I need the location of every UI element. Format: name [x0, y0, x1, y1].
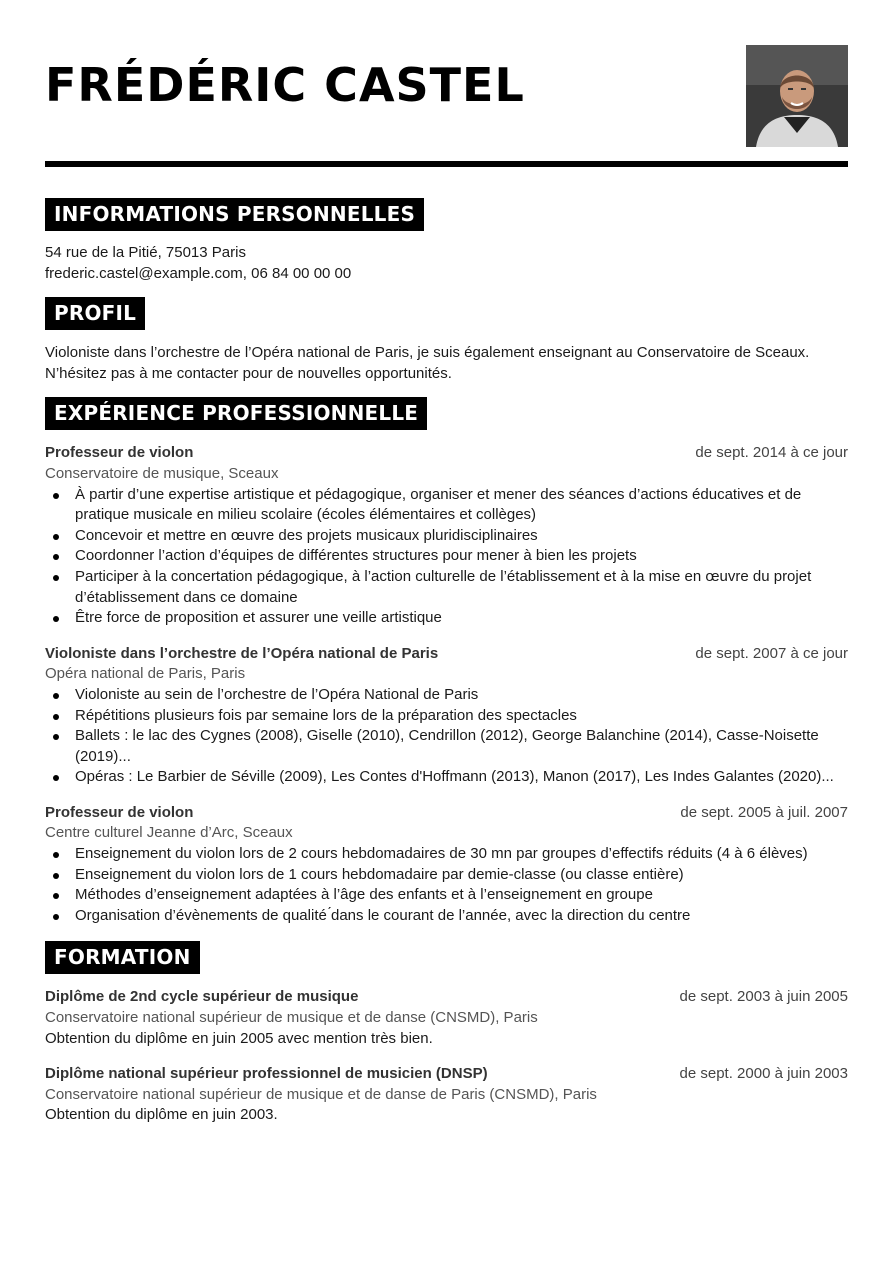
list-item: Enseignement du violon lors de 1 cours hebdomadaire par demie-classe (ou classe entière): [75, 865, 848, 886]
list-item: Enseignement du violon lors de 2 cours hebdomadaires de 30 mn par groupes d’effectifs réduits (4 à 6 élèves): [75, 844, 848, 865]
resume-page: [45, 0, 848, 1126]
profile-photo: [746, 45, 848, 147]
experience-section: [45, 397, 848, 926]
job-organization: Opéra national de Paris, Paris: [45, 665, 246, 683]
education-item: [45, 1064, 848, 1126]
list-item: Répétitions plusieurs fois par semaine lors de la préparation des spectacles: [75, 706, 848, 727]
experience-item: [45, 803, 848, 927]
header-divider: [45, 161, 848, 167]
degree-title: Diplôme de 2nd cycle supérieur de musique: [45, 988, 359, 1006]
degree-institution: Conservatoire national supérieur de musique et de danse de Paris (CNSMD), Paris: [45, 1085, 597, 1103]
section-title-personal: INFORMATIONS PERSONNELLES: [45, 198, 424, 231]
list-item: Être force de proposition et assurer une veille artistique: [75, 608, 848, 629]
job-date: de sept. 2014 à ce jour: [695, 444, 848, 462]
degree-title: Diplôme national supérieur professionnel de musicien (DNSP): [45, 1065, 488, 1083]
job-organization: Conservatoire de musique, Sceaux: [45, 464, 279, 482]
list-item: À partir d’une expertise artistique et pédagogique, organiser et mener des séances d’actions éducatives et de pratique musicale en milieu scolaire (écoles élémentaires et collèges): [75, 485, 848, 526]
list-item: Méthodes d’enseignement adaptées à l’âge des enfants et à l’enseignement en groupe: [75, 885, 848, 906]
job-bullets: [45, 685, 848, 788]
list-item: Organisation d’évènements de qualité ́dans le courant de l’année, avec la direction du centre: [75, 906, 848, 927]
header: [45, 0, 848, 168]
job-bullets: [45, 485, 848, 629]
list-item: Ballets : le lac des Cygnes (2008), Giselle (2010), Cendrillon (2012), George Balanchine (2014), Casse-Noisette (2019)...: [75, 726, 848, 767]
education-section: [45, 941, 848, 1126]
degree-date: de sept. 2003 à juin 2005: [679, 988, 848, 1006]
full-name: FRÉDÉRIC CASTEL: [45, 58, 525, 112]
list-item: Concevoir et mettre en œuvre des projets musicaux pluridisciplinaires: [75, 526, 848, 547]
contact-info: frederic.castel@example.com, 06 84 00 00 00: [45, 264, 352, 282]
degree-institution: Conservatoire national supérieur de musique et de danse (CNSMD), Paris: [45, 1009, 538, 1027]
degree-description: Obtention du diplôme en juin 2003.: [45, 1106, 278, 1124]
profile-section: [45, 297, 848, 384]
section-title-experience: EXPÉRIENCE PROFESSIONNELLE: [45, 397, 427, 430]
list-item: Violoniste au sein de l’orchestre de l’Opéra National de Paris: [75, 685, 848, 706]
list-item: Coordonner l’action d’équipes de différentes structures pour mener à bien les projets: [75, 546, 848, 567]
personal-section: [45, 198, 848, 284]
list-item: Opéras : Le Barbier de Séville (2009), Les Contes d'Hoffmann (2013), Manon (2017), Les Indes Galantes (2020)...: [75, 767, 848, 788]
experience-item: [45, 644, 848, 788]
job-title: Professeur de violon: [45, 803, 194, 821]
job-bullets: [45, 844, 848, 926]
degree-date: de sept. 2000 à juin 2003: [679, 1065, 848, 1083]
degree-description: Obtention du diplôme en juin 2005 avec mention très bien.: [45, 1029, 433, 1047]
experience-item: [45, 443, 848, 628]
job-date: de sept. 2007 à ce jour: [695, 644, 848, 662]
profile-text: Violoniste dans l’orchestre de l’Opéra national de Paris, je suis également enseignant au Conservatoire de Sceaux. N’hésitez pas à me contacter pour de nouvelles opportunités.: [45, 344, 810, 382]
list-item: Participer à la concertation pédagogique, à l’action culturelle de l’établissement et à la mise en œuvre du projet d’établissement dans ce domaine: [75, 567, 848, 608]
education-item: [45, 987, 848, 1049]
job-title: Professeur de violon: [45, 444, 194, 462]
person-photo-icon: [746, 45, 848, 147]
job-organization: Centre culturel Jeanne d’Arc, Sceaux: [45, 824, 293, 842]
address: 54 rue de la Pitié, 75013 Paris: [45, 244, 246, 261]
job-date: de sept. 2005 à juil. 2007: [680, 803, 848, 821]
job-title: Violoniste dans l’orchestre de l’Opéra national de Paris: [45, 644, 439, 662]
section-title-profile: PROFIL: [45, 297, 145, 330]
section-title-education: FORMATION: [45, 941, 200, 974]
